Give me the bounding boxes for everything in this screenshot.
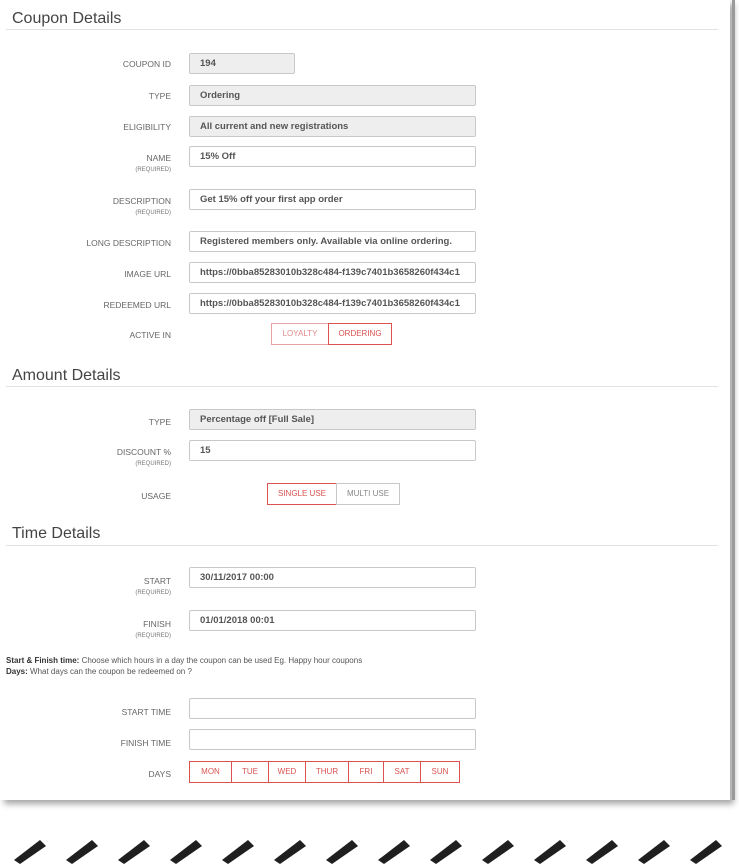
image-url-input[interactable]: https://0bba85283010b328c484-f139c7401b3658260f434c1 [189, 262, 476, 283]
amount-details-heading: Amount Details [12, 367, 121, 384]
description-input[interactable]: Get 15% off your first app order [189, 189, 476, 210]
name-input[interactable]: 15% Off [189, 146, 476, 167]
description-label: DESCRIPTION (REQUIRED) [112, 196, 171, 216]
type-label: TYPE [148, 91, 171, 101]
start-time-input[interactable] [189, 698, 476, 719]
usage-multi-use-button[interactable]: MULTI USE [336, 483, 400, 505]
start-label: START (REQUIRED) [135, 576, 171, 596]
eligibility-label: ELIGIBILITY [123, 122, 171, 132]
day-mon-button[interactable]: MON [189, 761, 232, 783]
active-in-ordering-button[interactable]: ORDERING [328, 323, 392, 345]
day-sun-button[interactable]: SUN [420, 761, 460, 783]
day-thur-button[interactable]: THUR [305, 761, 349, 783]
finish-datetime-input[interactable]: 01/01/2018 00:01 [189, 610, 476, 631]
torn-edge-decoration [0, 800, 739, 866]
page-edge-shadow [732, 0, 735, 800]
start-time-label: START TIME [121, 707, 171, 717]
finish-time-input[interactable] [189, 729, 476, 750]
coupon-id-field: 194 [189, 53, 295, 74]
day-wed-button[interactable]: WED [268, 761, 306, 783]
day-fri-button[interactable]: FRI [348, 761, 384, 783]
long-description-input[interactable]: Registered members only. Available via online ordering. [189, 231, 476, 252]
amount-type-field: Percentage off [Full Sale] [189, 409, 476, 430]
finish-time-label: FINISH TIME [120, 738, 171, 748]
amount-type-label: TYPE [148, 417, 171, 427]
discount-input[interactable]: 15 [189, 440, 476, 461]
usage-toggle-group [267, 483, 400, 505]
days-label: DAYS [148, 769, 171, 779]
name-label: NAME (REQUIRED) [135, 153, 171, 173]
start-datetime-input[interactable]: 30/11/2017 00:00 [189, 567, 476, 588]
coupon-details-heading: Coupon Details [12, 10, 122, 27]
eligibility-field: All current and new registrations [189, 116, 476, 137]
coupon-id-label: COUPON ID [122, 59, 171, 69]
active-in-loyalty-button[interactable]: LOYALTY [271, 323, 329, 345]
day-sat-button[interactable]: SAT [383, 761, 421, 783]
section-divider [6, 545, 718, 546]
day-tue-button[interactable]: TUE [231, 761, 269, 783]
type-field: Ordering [189, 85, 476, 106]
days-toggle-group [189, 761, 460, 783]
active-in-label: ACTIVE IN [129, 330, 171, 340]
active-in-toggle-group [271, 323, 392, 345]
usage-single-use-button[interactable]: SINGLE USE [267, 483, 337, 505]
usage-label: USAGE [141, 491, 171, 501]
time-details-heading: Time Details [12, 525, 101, 542]
redeemed-url-input[interactable]: https://0bba85283010b328c484-f139c7401b3658260f434c1 [189, 293, 476, 314]
finish-label: FINISH (REQUIRED) [135, 619, 171, 639]
time-help-text: Start & Finish time: Choose which hours in a day the coupon can be used Eg. Happy hour coupons Days: What days can the coupon be redeemed on ? [6, 656, 363, 676]
redeemed-url-label: REDEEMED URL [103, 300, 171, 310]
long-description-label: LONG DESCRIPTION [86, 238, 171, 248]
discount-label: DISCOUNT % (REQUIRED) [116, 447, 171, 467]
section-divider [6, 29, 718, 30]
section-divider [6, 386, 718, 387]
image-url-label: IMAGE URL [124, 269, 171, 279]
